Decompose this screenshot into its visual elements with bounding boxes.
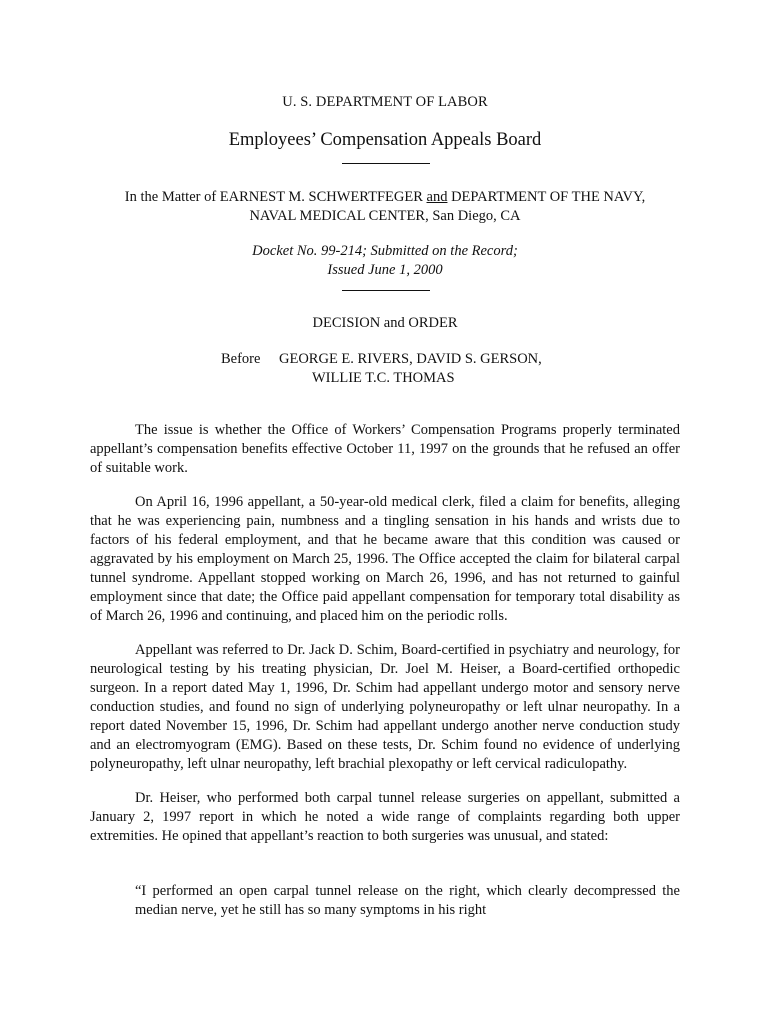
case-caption-line-1 <box>0 188 770 207</box>
paragraph: Appellant was referred to Dr. Jack D. Schim, Board-certified in psychiatry and neurology, for neurological testing by his treating physician, Dr. Joel M. Heiser, a Board-certified orthopedic surgeon. In a report dated May 1, 1996, Dr. Schim had appellant undergo motor and sensory nerve conduction studies, and found no sign of underlying polyneuropathy or left ulnar neuropathy. In a report dated November 15, 1996, Dr. Schim had appellant undergo another nerve conduction study and an electromyogram (EMG). Based on these tests, Dr. Schim found no evidence of underlying polyneuropathy, left ulnar neuropathy, left brachial plexopathy or left cervical radiculopathy. <box>90 642 680 772</box>
paragraph: Dr. Heiser, who performed both carpal tunnel release surgeries on appellant, submitted a January 2, 1997 report in which he noted a wide range of complaints regarding both upper extremities. He opined that appellant’s reaction to both surgeries was unusual, and stated: <box>90 790 680 844</box>
panel-line-1: GEORGE E. RIVERS, DAVID S. GERSON, <box>279 351 542 367</box>
caption-prefix: In the Matter of EARNEST M. SCHWERTFEGER <box>124 189 427 205</box>
divider-rule <box>342 290 430 291</box>
divider-rule <box>342 163 430 164</box>
decision-title: DECISION and ORDER <box>312 315 458 331</box>
panel-members <box>221 350 542 388</box>
case-caption-line-2: NAVAL MEDICAL CENTER, San Diego, CA <box>249 208 521 224</box>
panel-line-2: WILLIE T.C. THOMAS <box>312 370 455 386</box>
docket-line-1: Docket No. 99-214; Submitted on the Record; <box>252 243 518 259</box>
caption-and: and <box>426 189 448 205</box>
docket-info <box>0 242 770 280</box>
case-caption <box>0 188 770 226</box>
paragraph: The issue is whether the Office of Workers’ Compensation Programs properly terminated appellant’s compensation benefits effective October 11, 1997 on the grounds that he refused an offer of suitable work. <box>90 422 680 476</box>
opinion-body <box>90 421 680 862</box>
block-quote: “I performed an open carpal tunnel release on the right, which clearly decompressed the median nerve, yet he still has so many symptoms in his right <box>135 883 680 918</box>
paragraph: On April 16, 1996 appellant, a 50-year-old medical clerk, filed a claim for benefits, alleging that he was experiencing pain, numbness and a tingling sensation in his hands and wrists due to factors of his federal employment, and that he became aware that this condition was caused or aggravated by his employment on March 25, 1996. The Office accepted the claim for bilateral carpal tunnel syndrome. Appellant stopped working on March 26, 1996, and has not returned to gainful employment since that date; the Office paid appellant compensation for temporary total disability as of March 26, 1996 and continuing, and placed him on the periodic rolls. <box>90 494 680 624</box>
before-label: Before <box>221 351 261 367</box>
board-title: Employees’ Compensation Appeals Board <box>228 130 542 150</box>
docket-line-2: Issued June 1, 2000 <box>327 262 443 278</box>
caption-suffix: DEPARTMENT OF THE NAVY, <box>447 189 646 205</box>
department-heading: U. S. DEPARTMENT OF LABOR <box>282 94 488 110</box>
